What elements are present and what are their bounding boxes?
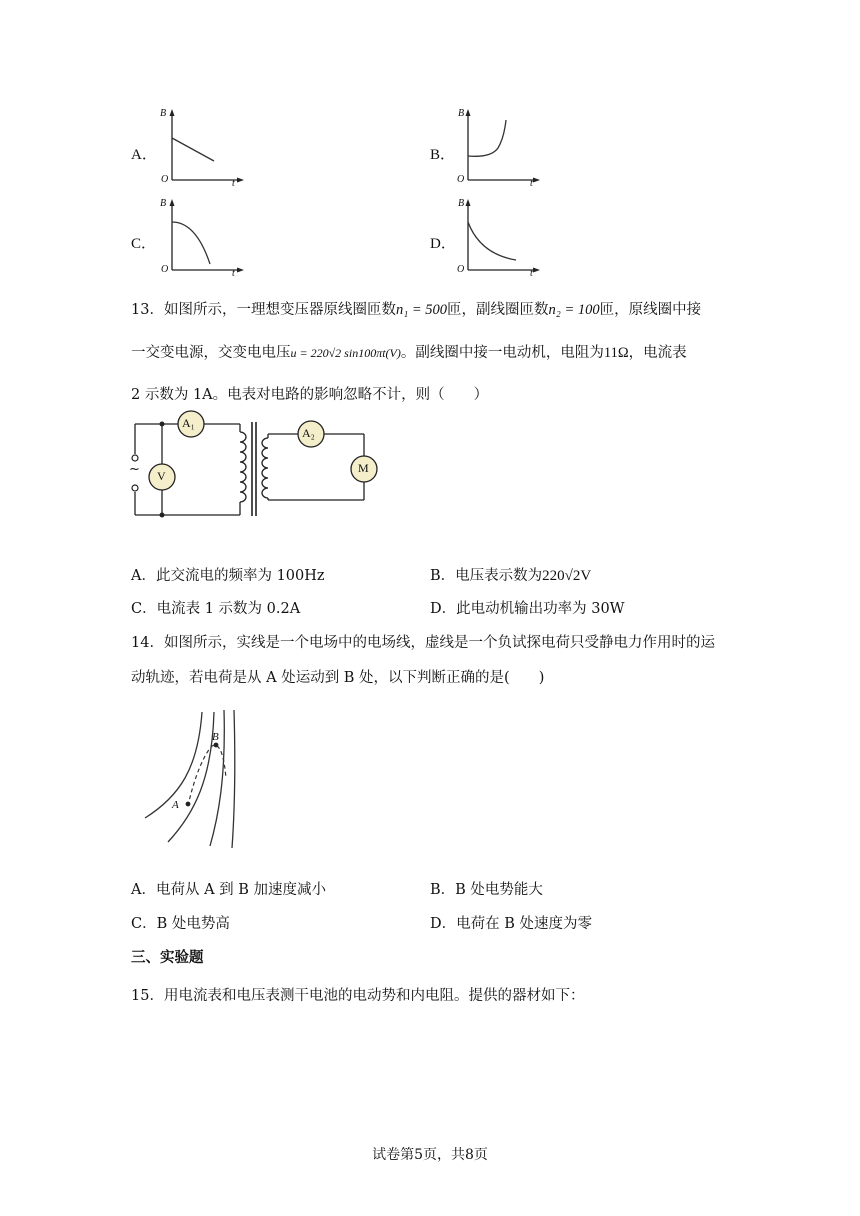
q14-option-b: B．B 处电势能大	[430, 882, 543, 898]
q13-resistance-value: 11Ω	[603, 345, 629, 361]
q12-option-d-label: D．	[430, 236, 456, 252]
q13-voltmeter: V	[157, 469, 166, 483]
q12-option-b-label: B．	[430, 147, 456, 163]
q13-stem-text-1b: 匝，副线圈匝数	[447, 302, 549, 318]
q12-graph-c-axis-y: B	[160, 198, 167, 209]
q13-option-d: D．此电动机输出功率为 30W	[430, 601, 625, 617]
q12-option-c-label: C．	[131, 236, 157, 252]
q12-graph-b-axis-y: B	[458, 108, 465, 119]
q13-stem-line-1	[131, 298, 701, 319]
q12-graph-c-origin: O	[161, 264, 169, 275]
q12-graph-b-origin: O	[457, 174, 465, 185]
q12-graph-c	[160, 198, 250, 280]
q13-stem-text-2c: ，电流表	[628, 345, 687, 361]
q12-graph-b	[456, 108, 546, 190]
q13-stem-text-1a: 13．如图所示，一理想变压器原线圈匝数	[131, 302, 396, 318]
q12-graph-a-axis-x: t	[232, 178, 235, 189]
q14-option-d: D．电荷在 B 处速度为零	[430, 916, 592, 932]
q13-option-b-value: 220√2V	[542, 568, 592, 584]
q14-stem-line-1: 14．如图所示，实线是一个电场中的电场线，虚线是一个负试探电荷只受静电力作用时的运	[131, 635, 715, 651]
q13-voltage-formula: u = 220√2 sin100πt(V)	[290, 346, 401, 360]
q13-option-b	[430, 564, 591, 585]
q13-stem-text-1c: 匝，原线圈中接	[599, 302, 702, 318]
q14-point-a-label: A	[172, 799, 179, 811]
q15-stem-line-1: 15．用电流表和电压表测干电池的电动势和内电阻。提供的器材如下：	[131, 988, 585, 1004]
q13-option-b-text: B．电压表示数为	[430, 568, 543, 584]
q12-graph-d-origin: O	[457, 264, 465, 275]
q12-graph-c-axis-x: t	[232, 268, 235, 279]
q12-graph-d	[456, 198, 546, 280]
q12-graph-b-axis-x: t	[530, 178, 533, 189]
q14-option-c: C．B 处电势高	[131, 916, 230, 932]
q13-n1-formula: n₁ = 500	[395, 302, 448, 318]
q12-graph-d-axis-y: B	[458, 198, 465, 209]
q12-graph-a-axis-y: B	[160, 108, 167, 119]
q13-stem-text-2a: 一交变电源，交变电电压	[131, 345, 291, 361]
q14-stem-line-2: 动轨迹，若电荷是从 A 处运动到 B 处，以下判断正确的是( )	[131, 670, 545, 686]
q12-graph-a	[160, 108, 250, 190]
page-footer: 试卷第5页，共8页	[372, 1147, 488, 1163]
q12-graph-d-axis-x: t	[530, 268, 533, 279]
q13-motor: M	[358, 461, 369, 475]
q13-stem-text-2b: 。副线圈中接一电动机，电阻为	[400, 345, 604, 361]
q13-n2-formula: n₂ = 100	[548, 302, 600, 318]
q13-ammeter-a2: A₂	[302, 426, 315, 440]
q13-ammeter-a1: A₁	[182, 416, 195, 430]
q13-source-symbol: ~	[129, 462, 140, 477]
q13-stem-line-2	[131, 341, 687, 362]
q13-stem-line-3: 2 示数为 1A。电表对电路的影响忽略不计，则（ ）	[131, 387, 489, 403]
q14-point-b-label: B	[212, 731, 219, 743]
q14-option-a: A．电荷从 A 到 B 加速度减小	[131, 882, 327, 898]
section-title-experiment: 三、实验题	[131, 949, 204, 966]
q13-option-c: C．电流表 1 示数为 0.2A	[131, 601, 301, 617]
q14-field-figure	[140, 708, 250, 848]
q12-graph-a-origin: O	[161, 174, 169, 185]
q13-circuit-figure	[128, 408, 378, 523]
q13-option-a: A．此交流电的频率为 100Hz	[131, 568, 325, 584]
q12-option-a-label: A．	[131, 147, 157, 163]
